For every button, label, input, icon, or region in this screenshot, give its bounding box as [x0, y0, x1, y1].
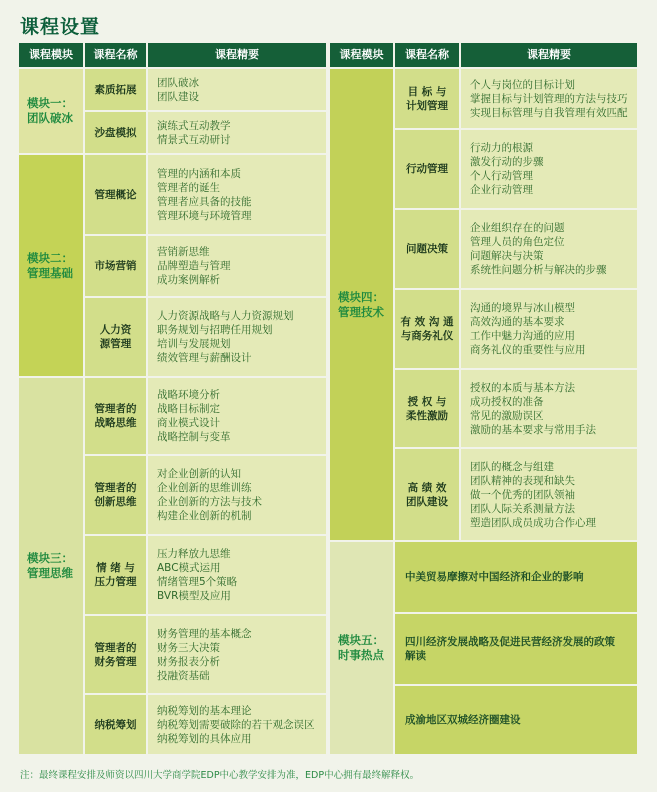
content-item: 行动力的根源 — [470, 142, 533, 154]
content-item: 掌握目标与计划管理的方法与技巧 — [470, 92, 628, 105]
content-item: 企业创新的方法与技术 — [157, 496, 262, 508]
content-item: 构建企业创新的机制 — [157, 510, 252, 522]
content-item: 投融资基础 — [157, 669, 210, 682]
content-item: 实现目标管理与自我管理有效匹配 — [470, 106, 628, 119]
course-name: 人力资 — [99, 324, 132, 336]
content-item: 绩效管理与薪酬设计 — [157, 352, 252, 364]
course-name: 压力管理 — [94, 576, 137, 588]
content-item: ABC模式运用 — [157, 562, 221, 574]
module-3-cell — [19, 378, 83, 754]
course-name: 管理者的 — [94, 482, 137, 494]
module-title: 团队破冰 — [27, 111, 73, 125]
course-name-cell — [395, 370, 459, 447]
content-item: 管理环境与环境管理 — [157, 209, 252, 222]
module-title: 管理技术 — [338, 304, 384, 319]
course-content-cell — [148, 695, 326, 754]
course-name: 源管理 — [99, 338, 132, 350]
content-item: 团队的概念与组建 — [470, 460, 554, 473]
course-name-cell — [85, 298, 146, 376]
course-name-cell — [395, 69, 459, 128]
course-content-cell — [148, 112, 326, 153]
content-item: 职务规划与招聘任用规划 — [157, 324, 273, 336]
topic-text: 解读 — [405, 650, 426, 662]
course-name: 管理者的 — [94, 403, 137, 415]
content-item: 企业创新的思维训练 — [157, 482, 252, 494]
content-item: 问题解决与决策 — [470, 250, 544, 262]
content-item: 管理的内涵和本质 — [157, 167, 241, 180]
content-item: 情景式互动研讨 — [157, 133, 231, 146]
content-item: 个人行动管理 — [470, 170, 533, 182]
course-content-cell — [461, 69, 637, 128]
course-name-cell — [395, 210, 459, 288]
course-name: 素质拓展 — [94, 83, 137, 96]
module-label: 模块二： — [27, 250, 73, 265]
course-name-cell — [85, 155, 146, 234]
course-name-cell — [85, 536, 146, 614]
course-content-cell — [461, 449, 637, 540]
module-label: 模块三： — [27, 551, 73, 565]
course-name: 团队建设 — [406, 495, 448, 508]
content-item: 战略环境分析 — [157, 389, 220, 401]
content-item: 沟通的境界与冰山模型 — [470, 302, 575, 314]
module-2-cell — [19, 155, 83, 376]
course-name: 情 绪 与 — [96, 562, 135, 574]
content-item: 做一个优秀的团队领袖 — [470, 488, 575, 501]
course-content-cell — [148, 298, 326, 376]
course-content-cell — [461, 370, 637, 447]
content-item: 财务三大决策 — [157, 641, 220, 654]
content-item: 演练式互动教学 — [157, 119, 231, 132]
content-item: 纳税筹划需要破除的若干观念误区 — [157, 718, 315, 731]
footnote: 注：最终课程安排及师资以四川大学商学院EDP中心教学安排为准，EDP中心拥有最终解释权。 — [20, 770, 420, 781]
content-item: 品牌塑造与管理 — [157, 260, 231, 272]
course-name-cell — [85, 378, 146, 454]
content-item: 纳税筹划的具体应用 — [157, 732, 252, 745]
content-item: 战略控制与变革 — [157, 431, 231, 443]
content-item: 成功案例解析 — [157, 274, 220, 286]
module-title: 管理思维 — [27, 566, 73, 580]
course-name: 柔性激励 — [406, 409, 448, 422]
course-name-cell — [85, 236, 146, 296]
course-content-cell — [148, 69, 326, 110]
module-label: 模块四： — [338, 289, 384, 304]
course-name-cell — [85, 616, 146, 693]
course-content-cell — [148, 378, 326, 454]
content-item: 激励的基本要求与常用手法 — [470, 423, 596, 436]
course-name: 行动管理 — [406, 163, 448, 175]
content-item: 成功授权的准备 — [470, 395, 544, 408]
module-4-cell — [330, 69, 393, 540]
content-item: 对企业创新的认知 — [157, 468, 241, 480]
content-item: 塑造团队成员成功合作心理 — [470, 516, 596, 529]
course-name-cell — [85, 695, 146, 754]
course-name: 管理者的 — [94, 641, 137, 654]
course-content-cell — [148, 155, 326, 234]
course-content-cell — [461, 290, 637, 368]
header-summary-left: 课程精要 — [148, 43, 326, 67]
content-item: 培训与发展规划 — [157, 338, 231, 350]
course-content-cell — [148, 616, 326, 693]
course-name: 市场营销 — [94, 260, 137, 272]
content-item: BVR模型及应用 — [157, 590, 231, 602]
course-name-cell — [395, 290, 459, 368]
content-item: 团队精神的表现和缺失 — [470, 474, 575, 487]
content-item: 财务管理的基本概念 — [157, 627, 252, 640]
content-item: 营销新思维 — [157, 246, 210, 258]
content-item: 管理者的诞生 — [157, 181, 220, 194]
course-name: 授 权 与 — [407, 395, 447, 408]
course-name: 问题决策 — [406, 243, 448, 255]
module-title: 管理基础 — [27, 265, 73, 280]
content-item: 情绪管理5个策略 — [157, 576, 238, 588]
content-item: 商务礼仪的重要性与应用 — [470, 344, 586, 356]
course-name: 管理概论 — [94, 188, 137, 201]
content-item: 高效沟通的基本要求 — [470, 316, 565, 328]
topic-text: 中美贸易摩擦对中国经济和企业的影响 — [405, 571, 584, 583]
content-item: 战略目标制定 — [157, 403, 220, 415]
course-name: 与商务礼仪 — [400, 330, 454, 342]
header-summary-right: 课程精要 — [461, 43, 637, 67]
course-content-cell — [461, 210, 637, 288]
course-name: 战略思维 — [94, 417, 137, 429]
course-name: 财务管理 — [94, 655, 137, 668]
content-item: 管理人员的角色定位 — [470, 236, 565, 248]
content-item: 团队破冰 — [157, 76, 199, 89]
content-item: 商业模式设计 — [157, 417, 220, 429]
course-name-cell — [85, 69, 146, 110]
content-item: 企业行动管理 — [470, 184, 533, 196]
content-item: 个人与岗位的目标计划 — [470, 78, 575, 91]
topic-cell — [395, 686, 637, 754]
header-course-left: 课程名称 — [85, 43, 146, 67]
content-item: 授权的本质与基本方法 — [470, 381, 575, 394]
topic-text: 四川经济发展战略及促进民营经济发展的政策 — [405, 636, 615, 648]
content-item: 团队人际关系测量方法 — [470, 502, 575, 515]
content-item: 激发行动的步骤 — [470, 156, 544, 168]
topic-cell — [395, 542, 637, 612]
topic-text: 成渝地区双城经济圈建设 — [405, 714, 521, 726]
content-item: 压力释放九思维 — [157, 548, 231, 560]
course-content-cell — [461, 130, 637, 208]
course-name: 创新思维 — [94, 496, 137, 508]
course-name-cell — [395, 449, 459, 540]
course-name: 高 绩 效 — [407, 481, 447, 494]
course-name: 有 效 沟 通 — [400, 316, 454, 328]
course-name-cell — [395, 130, 459, 208]
content-item: 常见的激励误区 — [470, 409, 544, 422]
content-item: 人力资源战略与人力资源规划 — [157, 310, 294, 322]
content-item: 企业组织存在的问题 — [470, 222, 565, 234]
module-5-cell — [330, 542, 393, 754]
content-item: 管理者应具备的技能 — [157, 195, 252, 208]
course-name: 纳税筹划 — [94, 718, 137, 731]
content-item: 财务报表分析 — [157, 655, 220, 668]
course-content-cell — [148, 456, 326, 534]
topic-cell — [395, 614, 637, 684]
content-item: 工作中魅力沟通的应用 — [470, 330, 575, 342]
content-item: 纳税筹划的基本理论 — [157, 704, 252, 717]
course-name: 计划管理 — [406, 99, 448, 112]
module-title: 时事热点 — [338, 648, 384, 662]
module-label: 模块一： — [27, 96, 73, 110]
module-label: 模块五： — [338, 633, 384, 647]
page-title: 课程设置 — [20, 16, 101, 38]
header-course-right: 课程名称 — [395, 43, 459, 67]
course-name-cell — [85, 112, 146, 153]
course-name: 目 标 与 — [407, 85, 447, 98]
content-item: 系统性问题分析与解决的步骤 — [470, 264, 607, 276]
course-name: 沙盘模拟 — [94, 126, 137, 139]
header-module-right: 课程模块 — [330, 43, 393, 67]
course-content-cell — [148, 236, 326, 296]
content-item: 团队建设 — [157, 90, 199, 103]
header-module-left: 课程模块 — [19, 43, 83, 67]
course-name-cell — [85, 456, 146, 534]
module-1-cell — [19, 69, 83, 153]
course-content-cell — [148, 536, 326, 614]
